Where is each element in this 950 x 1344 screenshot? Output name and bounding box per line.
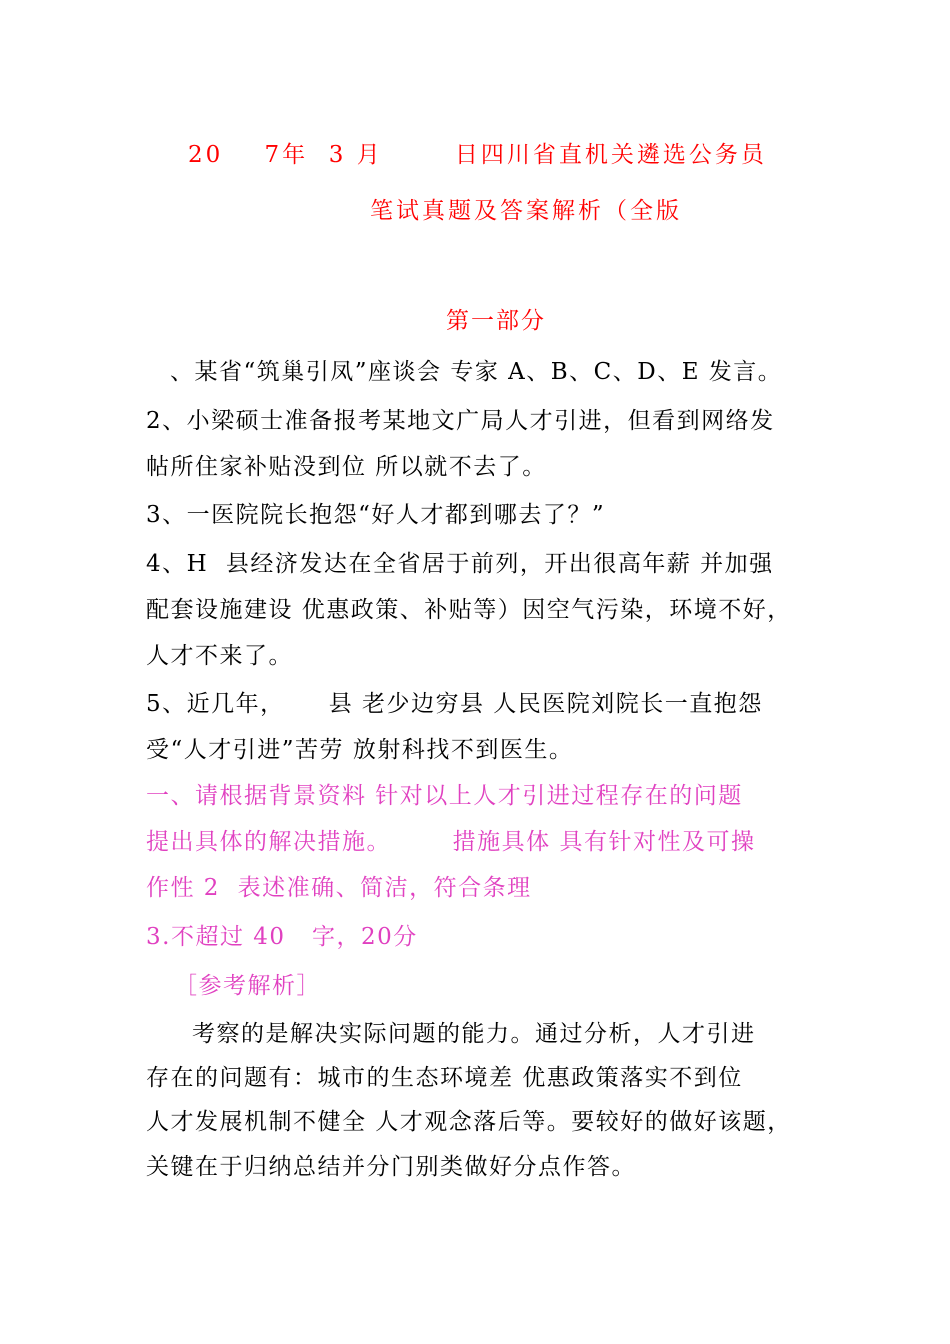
- analysis-heading: ［参考解析］: [174, 973, 321, 999]
- question-line-1: 一、请根据背景资料 针对以上人才引进过程存在的问题: [146, 783, 743, 809]
- analysis-line-1: 考察的是解决实际问题的能力。通过分析，人才引进: [192, 1021, 756, 1047]
- section-heading: 第一部分: [446, 308, 546, 334]
- analysis-line-3: 人才发展机制不健全 人才观念落后等。要较好的做好该题，: [146, 1109, 792, 1135]
- background-item-5-line-1: 5、近几年， 县 老少边穷县 人民医院刘院长一直抱怨: [146, 691, 763, 717]
- background-item-4-line-3: 人才不来了。: [146, 643, 293, 669]
- document-title-line-2: 笔试真题及答案解析（全版: [370, 198, 682, 224]
- background-item-1: 、某省“筑巢引凤”座谈会 专家 A、B、C、D、E 发言。: [170, 359, 783, 385]
- background-item-2-line-1: 2、小梁硕士准备报考某地文广局人才引进，但看到网络发: [146, 408, 775, 434]
- analysis-line-2: 存在的问题有：城市的生态环境差 优惠政策落实不到位: [146, 1065, 743, 1091]
- analysis-line-4: 关键在于归纳总结并分门别类做好分点作答。: [146, 1154, 636, 1180]
- question-line-3: 作性 2 表述准确、简洁，符合条理: [146, 875, 532, 901]
- background-item-4-line-2: 配套设施建设 优惠政策、补贴等）因空气污染，环境不好，: [146, 597, 792, 623]
- background-item-3: 3、一医院院长抱怨“好人才都到哪去了？”: [146, 502, 606, 528]
- background-item-4-line-1: 4、H 县经济发达在全省居于前列，开出很高年薪 并加强: [146, 551, 774, 577]
- document-title-line-1: 20 7年 3 月 日四川省直机关遴选公务员: [188, 142, 767, 168]
- question-requirement: 3.不超过 40 字，20分: [146, 924, 418, 950]
- question-line-2: 提出具体的解决措施。 措施具体 具有针对性及可操: [146, 829, 756, 855]
- background-item-5-line-2: 受“人才引进”苦劳 放射科找不到医生。: [146, 737, 574, 763]
- background-item-2-line-2: 帖所住家补贴没到位 所以就不去了。: [146, 454, 547, 480]
